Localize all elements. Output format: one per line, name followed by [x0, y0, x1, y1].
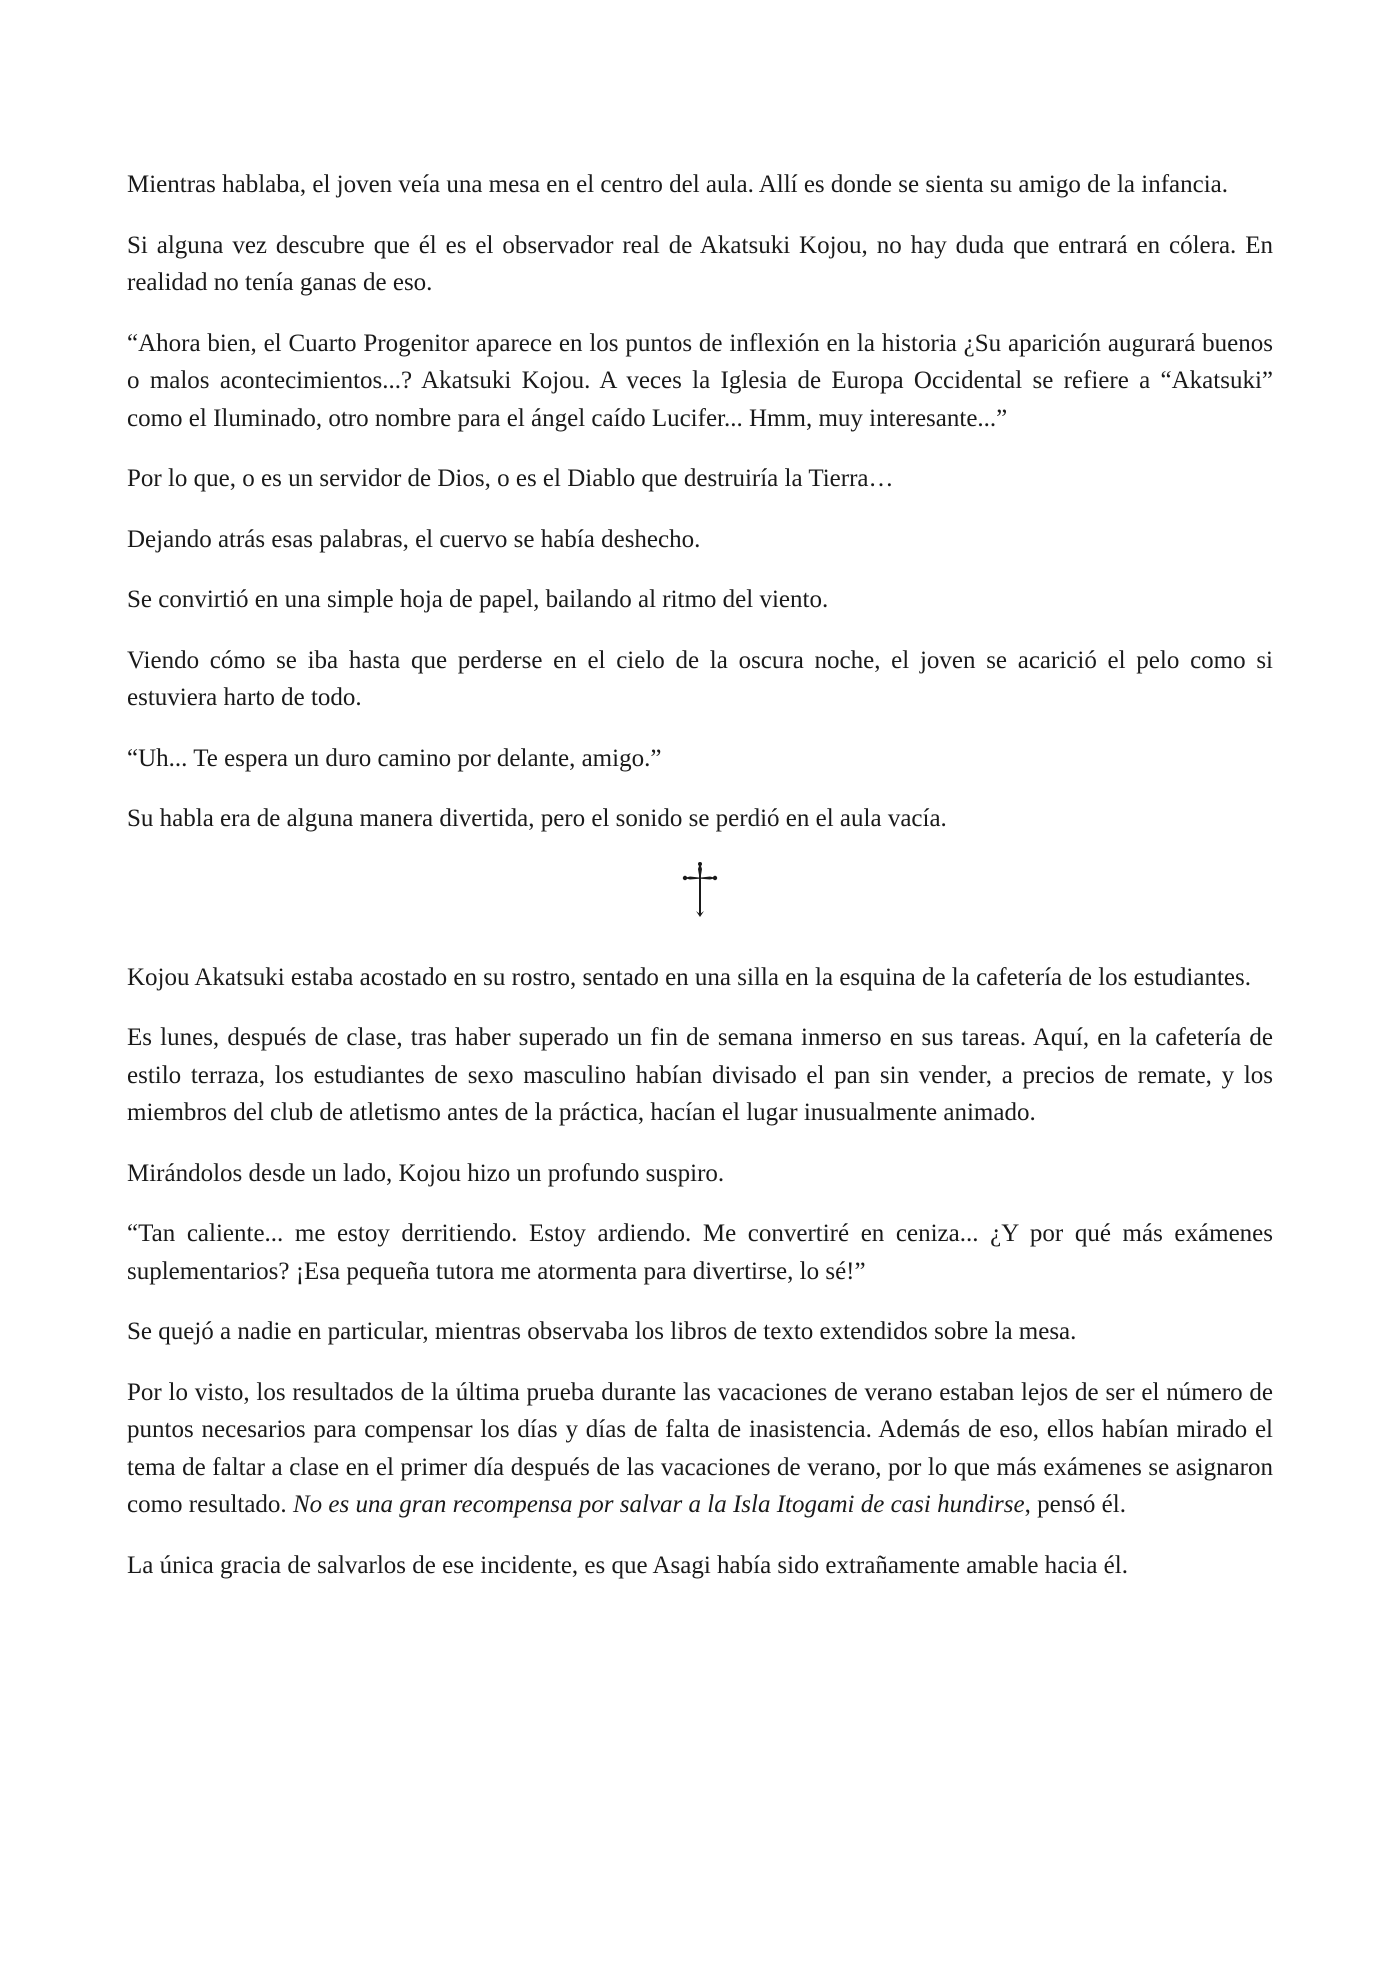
section-divider	[127, 861, 1273, 917]
paragraph-14: Se quejó a nadie en particular, mientras observaba los libros de texto extendidos sobre la mesa.	[127, 1318, 1077, 1345]
paragraph-11: Es lunes, después de clase, tras haber superado un fin de semana inmerso en sus tareas. Aquí, en la cafetería de estilo terraza, los estudiantes de sexo masculino habían divisado el pan sin vender, a precios de remate, y los miembros del club de atletismo antes de la práctica, hacían el lugar inusualmente animado.	[127, 1024, 1273, 1126]
paragraph-1: Mientras hablaba, el joven veía una mesa en el centro del aula. Allí es donde se sienta su amigo de la infancia.	[127, 171, 1229, 198]
paragraph-15-tail: , pensó él.	[1024, 1491, 1126, 1518]
cross-ornament-icon	[680, 861, 720, 917]
paragraph-4: Por lo que, o es un servidor de Dios, o es el Diablo que destruiría la Tierra…	[127, 465, 894, 492]
paragraph-8: “Uh... Te espera un duro camino por delante, amigo.”	[127, 744, 662, 772]
paragraph-13: “Tan caliente... me estoy derritiendo. Estoy ardiendo. Me convertiré en ceniza... ¿Y por qué más exámenes suplementarios? ¡Esa pequeña tutora me atormenta para divertirse, lo sé!”	[127, 1220, 1273, 1285]
paragraph-5: Dejando atrás esas palabras, el cuervo se había deshecho.	[127, 525, 701, 553]
paragraph-7: Viendo cómo se iba hasta que perderse en el cielo de la oscura noche, el joven se acarició el pelo como si estuviera harto de todo.	[127, 646, 1273, 711]
paragraph-9: Su habla era de alguna manera divertida, pero el sonido se perdió en el aula vacía.	[127, 805, 947, 832]
paragraph-15	[127, 1374, 1273, 1524]
document-body	[127, 166, 1273, 1607]
paragraph-12: Mirándolos desde un lado, Kojou hizo un profundo suspiro.	[127, 1159, 725, 1187]
paragraph-15-italic: No es una gran recompensa por salvar a la Isla Itogami de casi hundirse	[292, 1491, 1025, 1518]
paragraph-6: Se convirtió en una simple hoja de papel, bailando al ritmo del viento.	[127, 586, 829, 613]
paragraph-3: “Ahora bien, el Cuarto Progenitor aparece en los puntos de inflexión en la historia ¿Su aparición augurará buenos o malos acontecimientos...? Akatsuki Kojou. A veces la Iglesia de Europa Occidental se refiere a “Akatsuki” como el Iluminado, otro nombre para el ángel caído Lucifer... Hmm, muy interesante...”	[127, 329, 1273, 432]
paragraph-2: Si alguna vez descubre que él es el observador real de Akatsuki Kojou, no hay duda que entrará en cólera. En realidad no tenía ganas de eso.	[127, 231, 1273, 296]
paragraph-15-text: Por lo visto, los resultados de la última prueba durante las vacaciones de verano estaban lejos de ser el número de puntos necesarios para compensar los días y días de falta de inasistencia. Además de eso, ellos habían mirado el tema de faltar a clase en el primer día después de las vacaciones de verano, por lo que más exámenes se asignaron como resultado.	[127, 1378, 1273, 1518]
paragraph-10: Kojou Akatsuki estaba acostado en su rostro, sentado en una silla en la esquina de la cafetería de los estudiantes.	[127, 963, 1251, 991]
paragraph-16: La única gracia de salvarlos de ese incidente, es que Asagi había sido extrañamente amable hacia él.	[127, 1551, 1128, 1579]
